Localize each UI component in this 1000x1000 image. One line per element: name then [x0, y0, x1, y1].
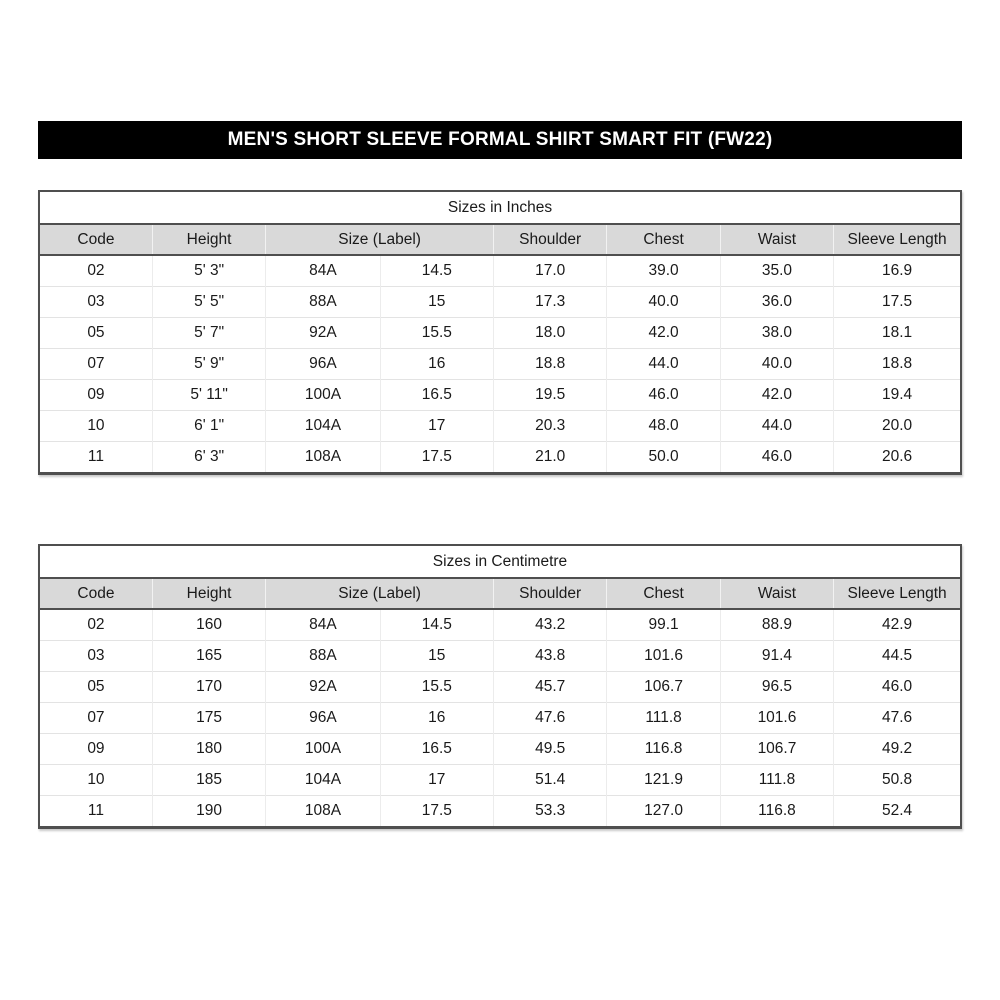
table-row — [39, 796, 961, 828]
table-cell: 5' 7" — [152, 318, 265, 349]
column-header-waist: Waist — [720, 578, 833, 609]
table-sizes-in-centimetre — [38, 544, 962, 829]
table-cell: 99.1 — [607, 609, 720, 641]
table-cell: 43.2 — [493, 609, 606, 641]
table-cell: 16.9 — [834, 255, 961, 287]
table-cell: 07 — [39, 349, 152, 380]
table-cell: 170 — [152, 672, 265, 703]
table-cell: 190 — [152, 796, 265, 828]
table-cell: 39.0 — [607, 255, 720, 287]
column-header-size-label: Size (Label) — [266, 224, 494, 255]
table-cell: 47.6 — [493, 703, 606, 734]
table-cell: 44.0 — [720, 411, 833, 442]
table-title: Sizes in Centimetre — [39, 545, 961, 578]
column-header-shoulder: Shoulder — [493, 578, 606, 609]
table-cell: 42.0 — [720, 380, 833, 411]
table-cell: 111.8 — [720, 765, 833, 796]
column-header-row — [39, 578, 961, 609]
column-header-shoulder: Shoulder — [493, 224, 606, 255]
table-cell: 42.0 — [607, 318, 720, 349]
table-cell: 104A — [266, 411, 380, 442]
table-cell: 21.0 — [493, 442, 606, 474]
table-cell: 40.0 — [607, 287, 720, 318]
table-row — [39, 318, 961, 349]
table-row — [39, 641, 961, 672]
table-cell: 5' 3" — [152, 255, 265, 287]
table-cell: 15.5 — [380, 672, 493, 703]
table-row — [39, 349, 961, 380]
column-header-size-label: Size (Label) — [266, 578, 494, 609]
table-cell: 11 — [39, 796, 152, 828]
table-cell: 108A — [266, 442, 380, 474]
table-body — [39, 255, 961, 474]
table-cell: 47.6 — [834, 703, 961, 734]
table-cell: 18.8 — [834, 349, 961, 380]
table-cell: 96A — [266, 349, 380, 380]
column-header-waist: Waist — [720, 224, 833, 255]
table-cell: 44.5 — [834, 641, 961, 672]
table-row — [39, 765, 961, 796]
table-title-row — [39, 545, 961, 578]
table-cell: 03 — [39, 641, 152, 672]
table-cell: 121.9 — [607, 765, 720, 796]
column-header-code: Code — [39, 224, 152, 255]
table-cell: 96.5 — [720, 672, 833, 703]
table-cell: 20.6 — [834, 442, 961, 474]
table-cell: 16.5 — [380, 734, 493, 765]
table-cell: 17.5 — [380, 796, 493, 828]
table-cell: 07 — [39, 703, 152, 734]
table-cell: 5' 5" — [152, 287, 265, 318]
table-cell: 53.3 — [493, 796, 606, 828]
table-row — [39, 609, 961, 641]
table-cell: 17 — [380, 411, 493, 442]
column-header-height: Height — [152, 224, 265, 255]
table-cell: 02 — [39, 255, 152, 287]
table-cell: 48.0 — [607, 411, 720, 442]
table-cell: 15.5 — [380, 318, 493, 349]
table-cell: 101.6 — [720, 703, 833, 734]
table-cell: 03 — [39, 287, 152, 318]
table-cell: 09 — [39, 380, 152, 411]
table-cell: 52.4 — [834, 796, 961, 828]
size-table-centimetre — [38, 544, 962, 829]
table-cell: 51.4 — [493, 765, 606, 796]
table-cell: 40.0 — [720, 349, 833, 380]
table-cell: 92A — [266, 318, 380, 349]
table-cell: 88A — [266, 287, 380, 318]
table-cell: 10 — [39, 765, 152, 796]
column-header-row — [39, 224, 961, 255]
table-cell: 20.3 — [493, 411, 606, 442]
table-sizes-in-inches — [38, 190, 962, 475]
table-row — [39, 703, 961, 734]
table-cell: 05 — [39, 672, 152, 703]
table-cell: 108A — [266, 796, 380, 828]
table-cell: 10 — [39, 411, 152, 442]
table-cell: 02 — [39, 609, 152, 641]
table-cell: 15 — [380, 641, 493, 672]
product-title-banner: MEN'S SHORT SLEEVE FORMAL SHIRT SMART FIT (FW22) — [38, 121, 962, 159]
table-cell: 165 — [152, 641, 265, 672]
table-cell: 17.0 — [493, 255, 606, 287]
table-cell: 20.0 — [834, 411, 961, 442]
table-cell: 16 — [380, 703, 493, 734]
table-cell: 49.2 — [834, 734, 961, 765]
table-title-row — [39, 191, 961, 224]
table-row — [39, 442, 961, 474]
table-cell: 36.0 — [720, 287, 833, 318]
table-row — [39, 734, 961, 765]
table-cell: 11 — [39, 442, 152, 474]
table-cell: 05 — [39, 318, 152, 349]
column-header-sleeve-length: Sleeve Length — [834, 578, 961, 609]
column-header-sleeve-length: Sleeve Length — [834, 224, 961, 255]
table-cell: 127.0 — [607, 796, 720, 828]
table-cell: 16 — [380, 349, 493, 380]
table-cell: 6' 3" — [152, 442, 265, 474]
table-cell: 38.0 — [720, 318, 833, 349]
table-cell: 19.4 — [834, 380, 961, 411]
table-cell: 5' 9" — [152, 349, 265, 380]
table-cell: 17.3 — [493, 287, 606, 318]
table-cell: 116.8 — [720, 796, 833, 828]
column-header-height: Height — [152, 578, 265, 609]
table-cell: 50.0 — [607, 442, 720, 474]
table-cell: 106.7 — [607, 672, 720, 703]
table-cell: 96A — [266, 703, 380, 734]
table-cell: 43.8 — [493, 641, 606, 672]
column-header-chest: Chest — [607, 578, 720, 609]
column-header-chest: Chest — [607, 224, 720, 255]
table-cell: 16.5 — [380, 380, 493, 411]
table-cell: 180 — [152, 734, 265, 765]
table-cell: 18.0 — [493, 318, 606, 349]
table-cell: 88A — [266, 641, 380, 672]
table-cell: 106.7 — [720, 734, 833, 765]
table-cell: 160 — [152, 609, 265, 641]
table-cell: 46.0 — [607, 380, 720, 411]
table-row — [39, 380, 961, 411]
table-cell: 15 — [380, 287, 493, 318]
table-cell: 44.0 — [607, 349, 720, 380]
table-cell: 46.0 — [720, 442, 833, 474]
table-cell: 50.8 — [834, 765, 961, 796]
table-cell: 17.5 — [380, 442, 493, 474]
table-cell: 116.8 — [607, 734, 720, 765]
table-cell: 49.5 — [493, 734, 606, 765]
table-cell: 46.0 — [834, 672, 961, 703]
table-cell: 42.9 — [834, 609, 961, 641]
table-cell: 18.1 — [834, 318, 961, 349]
table-cell: 91.4 — [720, 641, 833, 672]
table-cell: 185 — [152, 765, 265, 796]
table-cell: 84A — [266, 609, 380, 641]
column-header-code: Code — [39, 578, 152, 609]
table-cell: 104A — [266, 765, 380, 796]
table-cell: 14.5 — [380, 255, 493, 287]
table-cell: 111.8 — [607, 703, 720, 734]
table-cell: 100A — [266, 734, 380, 765]
size-table-inches — [38, 190, 962, 475]
table-cell: 6' 1" — [152, 411, 265, 442]
table-cell: 45.7 — [493, 672, 606, 703]
table-row — [39, 672, 961, 703]
table-cell: 09 — [39, 734, 152, 765]
table-cell: 100A — [266, 380, 380, 411]
table-cell: 175 — [152, 703, 265, 734]
table-cell: 14.5 — [380, 609, 493, 641]
table-row — [39, 255, 961, 287]
table-row — [39, 287, 961, 318]
table-body — [39, 609, 961, 828]
table-cell: 19.5 — [493, 380, 606, 411]
table-cell: 17 — [380, 765, 493, 796]
table-cell: 18.8 — [493, 349, 606, 380]
table-title: Sizes in Inches — [39, 191, 961, 224]
table-cell: 88.9 — [720, 609, 833, 641]
table-cell: 35.0 — [720, 255, 833, 287]
table-cell: 5' 11" — [152, 380, 265, 411]
table-cell: 101.6 — [607, 641, 720, 672]
table-cell: 17.5 — [834, 287, 961, 318]
table-cell: 92A — [266, 672, 380, 703]
table-row — [39, 411, 961, 442]
table-cell: 84A — [266, 255, 380, 287]
